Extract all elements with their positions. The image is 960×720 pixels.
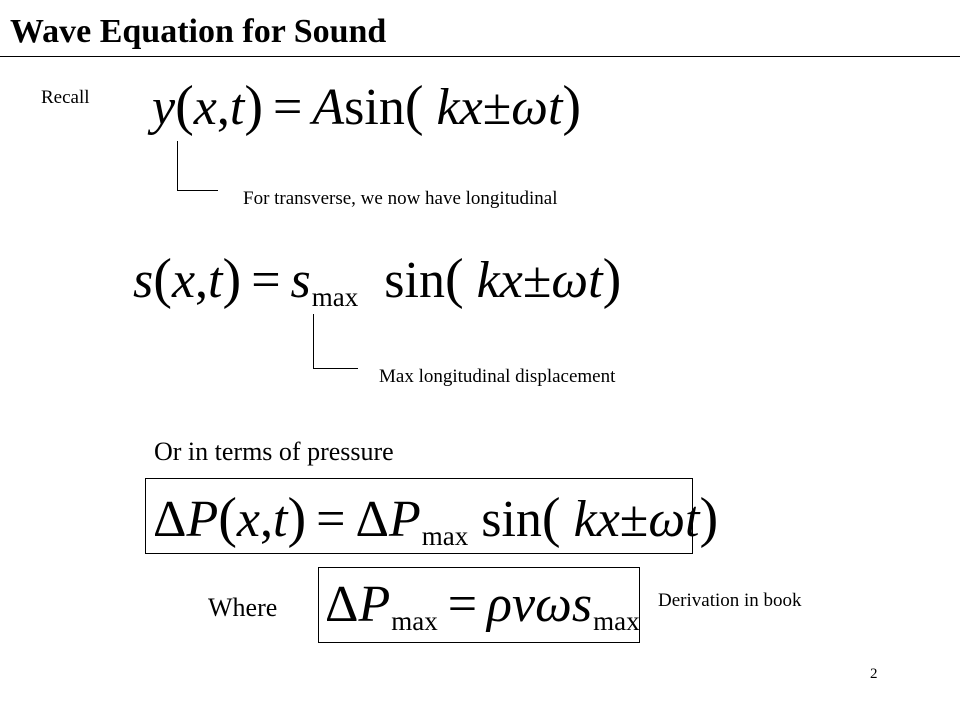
recall-label: Recall [41, 87, 90, 108]
leader-line-displacement [313, 314, 358, 369]
eq2-t: t [208, 252, 223, 309]
eq2-sin: sin [384, 252, 445, 309]
eq3-P: P [186, 491, 219, 548]
eq4-s-sub: max [593, 606, 640, 637]
eq4-omega: ω [535, 576, 572, 633]
equation-pressure-amplitude [325, 576, 640, 637]
eq3-omega: ω [648, 491, 686, 548]
eq2-arg-open: ( [444, 248, 464, 310]
eq2-t: t [588, 252, 603, 309]
eq3-sub: max [421, 521, 469, 552]
eq2-s-sub: max [311, 282, 359, 313]
eq3-delta: Δ [153, 491, 187, 548]
eq3-x: x [236, 491, 261, 548]
eq2-s-amp: s [290, 252, 311, 309]
eq1-arg-open: ( [404, 75, 424, 137]
eq3-P-amp: P [388, 491, 421, 548]
eq3-close-paren: ) [287, 487, 307, 549]
equation-longitudinal-wave [133, 248, 622, 313]
eq1-t2: t [547, 79, 563, 136]
eq3-arg-close: ) [699, 487, 719, 549]
eq1-A: A [312, 79, 345, 136]
leader-line-transverse [177, 141, 218, 191]
eq3-t: t [273, 491, 288, 548]
eq1-open-paren: ( [175, 75, 194, 137]
equation-pressure-wave [153, 487, 719, 552]
derivation-note: Derivation in book [658, 590, 802, 611]
eq1-comma: , [216, 79, 230, 136]
equation-transverse-wave [152, 75, 582, 137]
eq2-arg-close: ) [602, 248, 622, 310]
eq4-equals: = [447, 576, 478, 633]
eq2-comma: , [195, 252, 209, 309]
note-transverse: For transverse, we now have longitudinal [243, 188, 558, 209]
eq3-delta-amp: Δ [355, 491, 389, 548]
eq3-kx: kx [573, 491, 620, 548]
eq1-close-paren: ) [244, 75, 264, 137]
eq1-plus-minus: ± [482, 79, 512, 136]
eq2-open-paren: ( [153, 248, 172, 310]
eq4-s: s [571, 576, 593, 633]
eq3-t: t [685, 491, 700, 548]
eq1-x: x [193, 79, 217, 136]
eq2-kx: kx [476, 252, 523, 309]
eq2-s: s [133, 252, 154, 309]
eq3-sin: sin [481, 491, 542, 548]
slide-title: Wave Equation for Sound [10, 13, 387, 50]
eq1-equals: = [273, 79, 303, 136]
eq2-x: x [171, 252, 196, 309]
eq4-P: P [358, 576, 391, 633]
pressure-label: Or in terms of pressure [154, 437, 394, 466]
eq1-kx: kx [436, 79, 483, 136]
eq3-comma: , [260, 491, 274, 548]
eq4-v: v [512, 576, 536, 633]
note-max-displacement: Max longitudinal displacement [379, 366, 616, 387]
eq4-rho: ρ [487, 576, 513, 633]
where-label: Where [208, 593, 278, 622]
title-divider [0, 56, 960, 57]
eq3-plus-minus: ± [619, 491, 649, 548]
eq3-arg-open: ( [541, 487, 561, 549]
eq1-arg-close: ) [562, 75, 582, 137]
eq4-delta: Δ [325, 576, 359, 633]
eq1-sin: sin [344, 79, 405, 136]
eq2-omega: ω [551, 252, 589, 309]
eq3-equals: = [316, 491, 346, 548]
eq2-equals: = [251, 252, 281, 309]
eq1-t: t [229, 79, 245, 136]
eq4-sub: max [391, 606, 438, 637]
eq1-omega: ω [511, 79, 548, 136]
eq2-plus-minus: ± [522, 252, 552, 309]
eq2-close-paren: ) [222, 248, 242, 310]
page-number: 2 [870, 666, 878, 682]
eq3-open-paren: ( [218, 487, 237, 549]
eq1-y: y [152, 79, 176, 136]
